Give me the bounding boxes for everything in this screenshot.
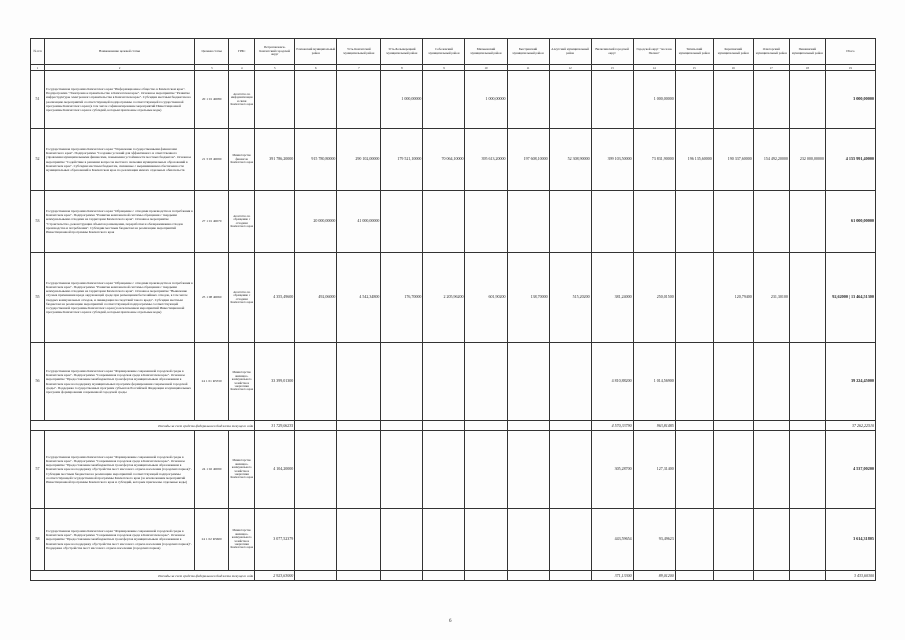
value-cell: 601,90200 xyxy=(465,253,507,343)
value-cell xyxy=(507,509,549,571)
value-cell xyxy=(507,191,549,253)
col-header: Городской округ "поселок Палана" xyxy=(633,39,675,65)
value-cell xyxy=(423,71,465,129)
subtotal-cell xyxy=(549,421,591,431)
value-cell xyxy=(381,343,423,421)
value-cell: 4 104,20000 xyxy=(255,431,295,509)
col-number: 17 xyxy=(753,65,789,71)
value-cell xyxy=(789,509,825,571)
value-cell xyxy=(591,191,633,253)
value-cell xyxy=(675,191,713,253)
row-description: Государственная программа Камчатского края "Обращение с отходами производства и потребления в Камчатском крае". Подпрограмма "Развитие комплексной системы обращения с твердыми коммунальными отходами на территории Камчатского края". Основное мероприятие "Выявление случаев причинения вреда окружающей среде при размещении бесхозяйных отходов, в том числе твердых коммунальных отходов, и ликвидация последствий такого вреда". Субсидии местным бюджетам на реализацию мероприятий соответствующей подпрограммы соответствующей государственной программы Камчатского края (за исключением мероприятий Инвестиционной программы Камчатского края и субсидий, которым присвоены отдельные коды) xyxy=(45,253,195,343)
value-cell xyxy=(789,71,825,129)
value-cell xyxy=(423,191,465,253)
value-cell xyxy=(675,431,713,509)
value-cell xyxy=(713,509,753,571)
col-number: 7 xyxy=(337,65,381,71)
col-header: № п/п xyxy=(31,39,45,65)
value-cell xyxy=(465,343,507,421)
row-code: 20 1 01 40080 xyxy=(195,71,229,129)
value-cell: 1 000,00000 xyxy=(465,71,507,129)
row-number: 58 xyxy=(31,509,45,571)
col-header: Тигильский муниципальный район xyxy=(675,39,713,65)
col-number: 9 xyxy=(423,65,465,71)
col-number: 18 xyxy=(789,65,825,71)
value-cell xyxy=(295,509,337,571)
header-row xyxy=(31,39,876,65)
table-row xyxy=(31,431,876,509)
row-total: 39 224,45000 xyxy=(825,343,875,421)
value-cell xyxy=(591,71,633,129)
value-cell: 138,70000 xyxy=(507,253,549,343)
value-cell xyxy=(465,191,507,253)
value-cell xyxy=(423,509,465,571)
row-grbs: Агентство по обращению с отходами Камчатского края xyxy=(229,253,255,343)
value-cell xyxy=(713,191,753,253)
value-cell: 20 000,00000 xyxy=(295,191,337,253)
subtotal-cell xyxy=(675,421,713,431)
value-cell: 915 780,80000 xyxy=(295,129,337,191)
value-cell: 127,31400 xyxy=(633,431,675,509)
col-number: 1 xyxy=(31,65,45,71)
value-cell xyxy=(295,431,337,509)
value-cell: 492,06000 xyxy=(295,253,337,343)
value-cell: 443,59654 xyxy=(591,509,633,571)
row-number: 52 xyxy=(31,129,45,191)
row-description: Государственная программа Камчатского края "Формирование современной городской среды в Камчатском крае". Подпрограмма "Современная городская среда в Камчатском крае". Основное мероприятие "Предоставление межбюджетных трансфертов муниципальным образованиям в Камчатском крае на поддержку обустройства мест массового отдыха населения (городских парков)". Субсидии местным бюджетам на реализацию мероприятий соответствующей подпрограммы соответствующей государственной программы Камчатского края (за исключением мероприятий Инвестиционной программы Камчатского края и субсидий, которым присвоены отдельные коды) xyxy=(45,431,195,509)
subtotal-cell xyxy=(675,571,713,581)
value-cell xyxy=(713,431,753,509)
subtotal-cell xyxy=(295,571,337,581)
value-cell: 176,70000 xyxy=(381,253,423,343)
page-number: 6 xyxy=(449,619,452,624)
col-number: 8 xyxy=(381,65,423,71)
value-cell: 73 831,90000 xyxy=(633,129,675,191)
subtotal-cell xyxy=(337,421,381,431)
value-cell: 4 810,88200 xyxy=(591,343,633,421)
value-cell: 93,49623 xyxy=(633,509,675,571)
subtotal-label: Расходы за счет средств федерального бюджета текущего года xyxy=(31,421,255,431)
value-cell: 305,28700 xyxy=(591,431,633,509)
value-cell xyxy=(789,191,825,253)
value-cell: 395 613,20000 xyxy=(465,129,507,191)
value-cell xyxy=(255,71,295,129)
value-cell xyxy=(381,509,423,571)
row-description: Государственная программа Камчатского края "Формирование современной городской среды в Камчатском крае". Подпрограмма "Современная городская среда в Камчатском крае". Основное мероприятие "Предоставление межбюджетных трансфертов муниципальным образованиям в Камчатском крае на поддержку обустройства мест массового отдыха населения (городских парков)". Поддержка обустройства мест массового отдыха населения (городских парков) xyxy=(45,509,195,571)
value-cell xyxy=(713,71,753,129)
row-total: 3 000,00000 xyxy=(825,71,875,129)
subtotal-cell xyxy=(295,421,337,431)
value-cell xyxy=(789,431,825,509)
subtotal-cell: 371,13300 xyxy=(591,571,633,581)
table-row xyxy=(31,509,876,571)
value-cell xyxy=(337,343,381,421)
subtotal-cell xyxy=(337,571,381,581)
col-number: 3 xyxy=(195,65,229,71)
col-header: Олюторский муниципальный район xyxy=(753,39,789,65)
col-header: Итого xyxy=(825,39,875,65)
value-cell xyxy=(753,71,789,129)
col-header: ГРБС xyxy=(229,39,255,65)
row-total: 4 155 991,40000 xyxy=(825,129,875,191)
col-number: 16 xyxy=(713,65,753,71)
row-code: 25 1 08 40060 xyxy=(195,253,229,343)
col-header: Наименование целевой статьи xyxy=(45,39,195,65)
row-number: 57 xyxy=(31,431,45,509)
row-code: 24 1 02 R5600 xyxy=(195,509,229,571)
value-cell: 1 000,00000 xyxy=(633,71,675,129)
subtotal-cell: 89,01200 xyxy=(633,571,675,581)
subtotal-cell xyxy=(789,421,825,431)
col-number: 4 xyxy=(229,65,255,71)
value-cell xyxy=(337,431,381,509)
table-body xyxy=(31,71,876,581)
value-cell: 515,20200 xyxy=(549,253,591,343)
row-code: 27 1 01 40070 xyxy=(195,191,229,253)
col-number: 13 xyxy=(591,65,633,71)
value-cell: 70 064,10000 xyxy=(423,129,465,191)
value-cell xyxy=(337,71,381,129)
subtotal-row xyxy=(31,571,876,581)
subtotal-cell xyxy=(381,421,423,431)
row-grbs: Министерство жилищно-коммунального хозяйства и энергетики Камчатского края xyxy=(229,343,255,421)
value-cell xyxy=(789,253,825,343)
col-header: Быстринский муниципальный район xyxy=(507,39,549,65)
value-cell: 290 102,00000 xyxy=(337,129,381,191)
col-number: 2 xyxy=(45,65,195,71)
value-cell xyxy=(549,71,591,129)
subtotal-cell xyxy=(465,571,507,581)
value-cell xyxy=(507,71,549,129)
subtotal-cell xyxy=(713,421,753,431)
subtotal-cell xyxy=(381,571,423,581)
col-number: 15 xyxy=(675,65,713,71)
row-number: 53 xyxy=(31,191,45,253)
subtotal-cell xyxy=(507,571,549,581)
value-cell: 231,30100 xyxy=(753,253,789,343)
subtotal-cell xyxy=(549,571,591,581)
value-cell: 41 000,00000 xyxy=(337,191,381,253)
value-cell xyxy=(381,191,423,253)
col-number: 11 xyxy=(507,65,549,71)
value-cell: 1 000,00000 xyxy=(381,71,423,129)
col-number: 5 xyxy=(255,65,295,71)
col-header: Усть-Камчатский муниципальный район xyxy=(337,39,381,65)
value-cell xyxy=(789,343,825,421)
subtotal-cell xyxy=(789,571,825,581)
value-cell xyxy=(753,343,789,421)
value-cell: 381,24000 xyxy=(591,253,633,343)
value-cell: 179 521,10000 xyxy=(381,129,423,191)
subtotal-label: Расходы за счет средств федерального бюджета текущего года xyxy=(31,571,255,581)
value-cell xyxy=(295,343,337,421)
value-cell: 196 135,60000 xyxy=(675,129,713,191)
subtotal-cell: 2 923,63000 xyxy=(255,571,295,581)
col-header: Пенжинский муниципальный район xyxy=(789,39,825,65)
value-cell xyxy=(675,71,713,129)
col-number: 6 xyxy=(295,65,337,71)
table-row xyxy=(31,343,876,421)
value-cell xyxy=(713,343,753,421)
col-number: 19 xyxy=(825,65,875,71)
value-cell xyxy=(549,191,591,253)
row-code: 24 1 02 40090 xyxy=(195,431,229,509)
row-grbs: Агентство по информатизации и связи Камчатского края xyxy=(229,71,255,129)
row-code: 24 1 01 R5550 xyxy=(195,343,229,421)
subtotal-cell xyxy=(507,421,549,431)
value-cell: 3 077,52379 xyxy=(255,509,295,571)
value-cell: 33 399,01300 xyxy=(255,343,295,421)
value-cell: 4 355,49600 xyxy=(255,253,295,343)
value-cell xyxy=(549,509,591,571)
value-cell: 232 000,00000 xyxy=(789,129,825,191)
row-grbs: Министерство финансов Камчатского края xyxy=(229,129,255,191)
value-cell xyxy=(753,509,789,571)
col-header: Усть-Большерецкий муниципальный район xyxy=(381,39,423,65)
value-cell xyxy=(423,431,465,509)
subtotal-cell: 963,81485 xyxy=(633,421,675,431)
subtotal-cell: 31 729,06235 xyxy=(255,421,295,431)
value-cell xyxy=(507,431,549,509)
value-cell xyxy=(675,253,713,343)
value-cell xyxy=(381,431,423,509)
row-total: 3 614,31805 xyxy=(825,509,875,571)
value-cell xyxy=(753,191,789,253)
value-cell: 4 542,34800 xyxy=(337,253,381,343)
table-row xyxy=(31,191,876,253)
subtotal-cell xyxy=(713,571,753,581)
value-cell: 120,79400 xyxy=(713,253,753,343)
table-row xyxy=(31,129,876,191)
value-cell: 2 205,96200 xyxy=(423,253,465,343)
row-grbs: Министерство жилищно-коммунального хозяйства и энергетики Камчатского края xyxy=(229,509,255,571)
col-header: Соболевский муниципальный район xyxy=(423,39,465,65)
value-cell: 391 786,20000 xyxy=(255,129,295,191)
subtotal-total: 3 433,60300 xyxy=(825,571,875,581)
value-cell: 399 103,50000 xyxy=(591,129,633,191)
row-description: Государственная программа Камчатского края "Обращение с отходами производства и потребления в Камчатском крае". Подпрограмма "Развитие комплексной системы обращения с твердыми коммунальными отходами на территории Камчатского края". Основное мероприятие "Строительство, реконструкция объектов размещения, переработки и обезвреживания отходов производства и потребления". Субсидии местным бюджетам на реализацию мероприятий Инвестиционной программы Камчатского края xyxy=(45,191,195,253)
value-cell: 52 308,90000 xyxy=(549,129,591,191)
value-cell: 197 608,10000 xyxy=(507,129,549,191)
col-header: Мильковский муниципальный район xyxy=(465,39,507,65)
row-grbs: Агентство по обращению с отходами Камчатского края xyxy=(229,191,255,253)
subtotal-total: 37 262,22510 xyxy=(825,421,875,431)
value-cell xyxy=(753,431,789,509)
subtotal-row xyxy=(31,421,876,431)
row-total: 61 000,00000 xyxy=(825,191,875,253)
subtotal-cell xyxy=(423,571,465,581)
col-number: 14 xyxy=(633,65,675,71)
row-description: Государственная программа Камчатского края "Информационное общество в Камчатском крае". Подпрограмма "Электронное правительство в Камчатском крае". Основное мероприятие "Развитие инфраструктуры электронного правительства в Камчатском крае". Субсидии местным бюджетам на реализацию мероприятий соответствующей подпрограммы соответствующей государственной программы Камчатского края (в том числе софинансирование мероприятий Инвестиционной программы Камчатского края и субсидий, которым присвоены отдельные коды) xyxy=(45,71,195,129)
value-cell xyxy=(633,191,675,253)
value-cell xyxy=(549,431,591,509)
value-cell xyxy=(465,431,507,509)
subtotal-cell xyxy=(753,421,789,431)
col-header: Петропавловск-Камчатский городской округ xyxy=(255,39,295,65)
col-header: Вилючинский городской округ xyxy=(591,39,633,65)
row-total: 92,62000 | 13 464,51300 xyxy=(825,253,875,343)
value-cell xyxy=(295,71,337,129)
row-total: 4 537,00200 xyxy=(825,431,875,509)
subtotal-cell: 4 570,33790 xyxy=(591,421,633,431)
value-cell xyxy=(675,343,713,421)
value-cell: 190 337,60000 xyxy=(713,129,753,191)
value-cell xyxy=(465,509,507,571)
subtotal-cell xyxy=(753,571,789,581)
col-header: Карагинский муниципальный район xyxy=(713,39,753,65)
subtotal-cell xyxy=(423,421,465,431)
budget-table xyxy=(30,38,876,581)
row-description: Государственная программа Камчатского края "Формирование современной городской среды в Камчатском крае". Подпрограмма "Современная городская среда в Камчатском крае". Основное мероприятие "Предоставление межбюджетных трансфертов муниципальным образованиям в Камчатском крае на поддержку муниципальных программ формирования современной городской среды". Поддержка государственных программ субъектов Российской Федерации и муниципальных программ формирования современной городской среды xyxy=(45,343,195,421)
value-cell xyxy=(423,343,465,421)
value-cell xyxy=(337,509,381,571)
value-cell xyxy=(549,343,591,421)
col-header: Елизовский муниципальный район xyxy=(295,39,337,65)
value-cell: 1 014,56900 xyxy=(633,343,675,421)
row-code: 21 3 03 40090 xyxy=(195,129,229,191)
col-header: Целевая статья xyxy=(195,39,229,65)
row-number: 55 xyxy=(31,253,45,343)
subtotal-cell xyxy=(465,421,507,431)
col-number: 10 xyxy=(465,65,507,71)
col-header: Алеутский муниципальный район xyxy=(549,39,591,65)
col-number: 12 xyxy=(549,65,591,71)
table-row xyxy=(31,253,876,343)
table-row xyxy=(31,71,876,129)
row-number: 56 xyxy=(31,343,45,421)
value-cell: 154 492,20000 xyxy=(753,129,789,191)
value-cell xyxy=(675,509,713,571)
row-grbs: Министерство жилищно-коммунального хозяйства и энергетики Камчатского края xyxy=(229,431,255,509)
value-cell: 250,01500 xyxy=(633,253,675,343)
value-cell xyxy=(255,191,295,253)
row-number: 51 xyxy=(31,71,45,129)
row-description: Государственная программа Камчатского края "Управление государственными финансами Камчатского края". Подпрограмма "Создание условий для эффективного и ответственного управления муниципальными финансами, повышения устойчивости местных бюджетов". Основное мероприятие "Содействие в решении вопросов местного значения муниципальных образований в Камчатском крае". Субсидии местным бюджетам, связанные с выравниванием обеспеченности муниципальных образований в Камчатском крае по реализации ими их отдельных обязательств xyxy=(45,129,195,191)
value-cell xyxy=(507,343,549,421)
